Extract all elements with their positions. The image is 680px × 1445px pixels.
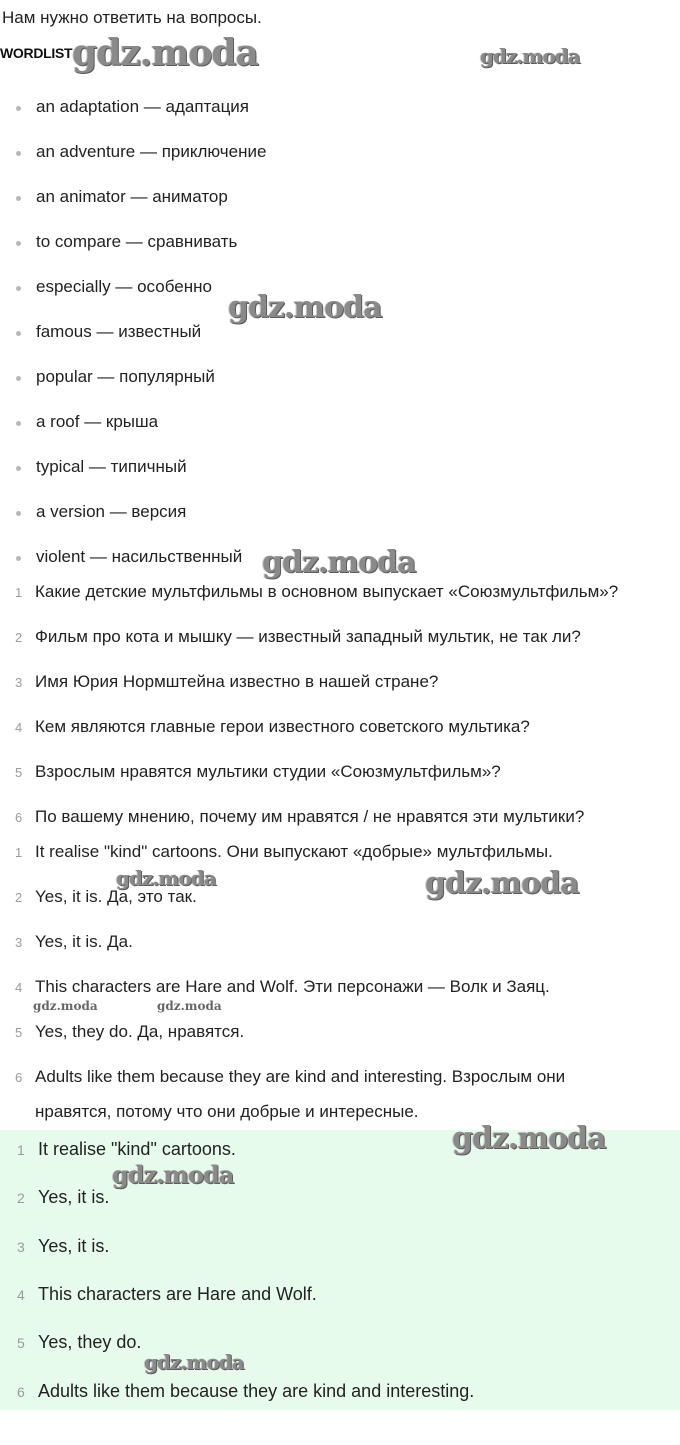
answer-text: Yes, it is. xyxy=(38,1236,110,1256)
wordlist-item-text: an animator — аниматор xyxy=(36,187,228,206)
item-number: 2 xyxy=(15,630,23,645)
question-text: Взрослым нравятся мультики студии «Союзмультфильм»? xyxy=(35,762,501,781)
question-text: Какие детские мультфильмы в основном выпускает «Союзмультфильм»? xyxy=(35,582,619,601)
answer-text: This characters are Hare and Wolf. xyxy=(38,1284,317,1304)
watermark-logo: gdz.moda xyxy=(228,290,382,325)
item-number: 2 xyxy=(17,1190,25,1206)
watermark-logo: gdz.moda xyxy=(33,999,98,1013)
bullet-icon xyxy=(16,421,21,426)
wordlist-item-text: popular — популярный xyxy=(36,367,215,386)
bullet-icon xyxy=(16,286,21,291)
item-number: 5 xyxy=(15,765,23,780)
answers-panel xyxy=(0,1130,680,1410)
translated-answer-text: This characters are Hare and Wolf. Эти персонажи — Волк и Заяц. xyxy=(35,977,550,996)
translated-answer-text: Adults like them because they are kind and interesting. Взрослым они xyxy=(35,1067,566,1086)
bullet-icon xyxy=(16,241,21,246)
wordlist-item-text: a roof — крыша xyxy=(36,412,159,431)
watermark-logo: gdz.moda xyxy=(157,999,222,1013)
bullet-icon xyxy=(16,331,21,336)
intro-text: Нам нужно ответить на вопросы. xyxy=(2,8,262,27)
item-number: 4 xyxy=(15,980,23,995)
watermark-logo: gdz.moda xyxy=(480,44,580,68)
item-number: 1 xyxy=(17,1142,25,1158)
wordlist-item-text: typical — типичный xyxy=(36,457,187,476)
wordlist-heading: WORDLIST xyxy=(0,45,73,61)
wordlist-item-text: famous — известный xyxy=(36,322,202,341)
bullet-icon xyxy=(16,466,21,471)
question-text: По вашему мнению, почему им нравятся / не нравятся эти мультики? xyxy=(35,807,585,826)
item-number: 5 xyxy=(17,1335,25,1351)
item-number: 6 xyxy=(15,810,23,825)
item-number: 6 xyxy=(17,1384,25,1400)
item-number: 4 xyxy=(17,1287,25,1303)
answer-text: Yes, it is. xyxy=(38,1187,110,1207)
item-number: 3 xyxy=(15,935,23,950)
watermark-logo: gdz.moda xyxy=(112,1160,234,1189)
wordlist-item-text: violent — насильственный xyxy=(36,547,243,566)
question-text: Фильм про кота и мышку — известный западный мультик, не так ли? xyxy=(35,627,581,646)
bullet-icon xyxy=(16,106,21,111)
item-number: 1 xyxy=(15,585,23,600)
wordlist-item-text: a version — версия xyxy=(36,502,187,521)
question-text: Имя Юрия Нормштейна известно в нашей стране? xyxy=(35,672,439,691)
bullet-icon xyxy=(16,556,21,561)
wordlist-item-text: an adventure — приключение xyxy=(36,142,267,161)
bullet-icon xyxy=(16,511,21,516)
question-text: Кем являются главные герои известного советского мультика? xyxy=(35,717,530,736)
item-number: 3 xyxy=(17,1239,25,1255)
translated-answer-text: Yes, it is. Да, это так. xyxy=(35,887,197,906)
item-number: 1 xyxy=(15,845,23,860)
watermark-logo: gdz.moda xyxy=(116,866,216,890)
answer-text: It realise "kind" cartoons. xyxy=(38,1139,236,1159)
item-number: 4 xyxy=(15,720,23,735)
answer-text: Yes, they do. xyxy=(38,1332,142,1352)
watermark-logo: gdz.moda xyxy=(425,866,579,901)
bullet-icon xyxy=(16,376,21,381)
translated-answer-text-continued: нравятся, потому что они добрые и интересные. xyxy=(35,1102,419,1121)
watermark-logo: gdz.moda xyxy=(262,545,416,580)
wordlist-item-text: an adaptation — адаптация xyxy=(36,97,250,116)
watermark-logo: gdz.moda xyxy=(452,1121,606,1156)
watermark-logo: gdz.moda xyxy=(72,32,258,74)
item-number: 2 xyxy=(15,890,23,905)
item-number: 5 xyxy=(15,1025,23,1040)
item-number: 3 xyxy=(15,675,23,690)
translated-answer-text: Yes, it is. Да. xyxy=(35,932,133,951)
translated-answer-text: Yes, they do. Да, нравятся. xyxy=(35,1022,245,1041)
bullet-icon xyxy=(16,196,21,201)
answer-text: Adults like them because they are kind and interesting. xyxy=(38,1381,475,1401)
item-number: 6 xyxy=(15,1070,23,1085)
translated-answer-text: It realise "kind" cartoons. Они выпускают «добрые» мультфильмы. xyxy=(35,842,553,861)
watermark-logo: gdz.moda xyxy=(144,1350,244,1374)
bullet-icon xyxy=(16,151,21,156)
wordlist-item-text: to compare — сравнивать xyxy=(36,232,238,251)
wordlist-item-text: especially — особенно xyxy=(36,277,212,296)
